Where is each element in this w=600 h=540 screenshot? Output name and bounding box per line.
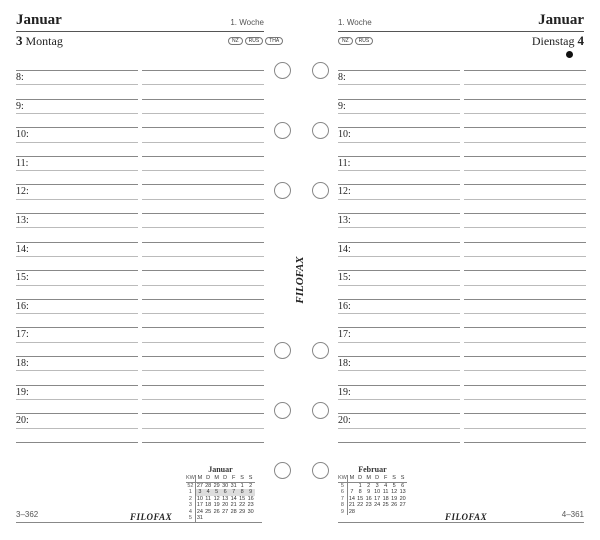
writing-line[interactable] [16,285,138,286]
writing-line[interactable] [16,385,138,386]
mini-calendar-day [246,515,255,522]
writing-line[interactable] [464,170,586,171]
writing-line[interactable] [464,184,586,185]
writing-line[interactable] [338,242,460,243]
mini-calendar-day: 9 [367,489,371,495]
mini-calendar-day: 28 [230,508,237,515]
writing-line[interactable] [142,213,264,214]
writing-line[interactable] [464,442,586,443]
mini-calendar-day [229,515,238,522]
hour-label: 19: [16,386,29,398]
writing-line[interactable] [464,142,586,143]
mini-calendar-day [373,509,382,516]
mini-calendar-day: 6 [338,489,347,496]
mini-calendar-week [186,482,255,489]
hour-label: 8: [16,72,24,83]
writing-line[interactable] [142,70,264,71]
mini-calendar-day: 25 [382,502,389,508]
mini-calendar-day: 7 [229,489,238,496]
mini-calendar-table [186,475,255,522]
mini-calendar-day: 22 [357,502,364,508]
mini-calendar-day: 11 [382,489,389,495]
right-day-heading [532,33,584,49]
binder-hole [312,402,329,419]
mini-calendar-day: 17 [196,502,203,508]
mini-calendar-header: M [366,475,371,481]
writing-line[interactable] [338,342,460,343]
writing-line[interactable] [464,399,586,400]
mini-calendar-day: 3 [186,502,195,509]
mini-calendar-header: KW [338,475,347,481]
mini-calendar-day: 4 [186,509,195,516]
writing-line[interactable] [338,356,460,357]
hour-label: 10: [338,129,351,141]
mini-calendar-day: 15 [357,495,364,502]
writing-line[interactable] [464,84,586,85]
binder-hole [274,122,291,139]
binder-hole [274,62,291,79]
mini-calendar-day: 25 [205,508,212,515]
writing-line[interactable] [142,127,264,128]
writing-line[interactable] [464,199,586,200]
mini-calendar-day: 26 [391,502,398,508]
mini-calendar-day: 16 [247,495,254,502]
mini-calendar-day: 13 [399,489,406,495]
mini-calendar-day: 28 [205,482,212,489]
binder-hole [274,462,291,479]
hour-label: 14: [16,243,29,255]
binder-hole [312,342,329,359]
left-day-name: Montag [25,34,63,48]
writing-line[interactable] [16,356,138,357]
writing-line[interactable] [338,270,460,271]
writing-line[interactable] [16,342,138,343]
holiday-badge: NZ [228,37,243,45]
hour-label: 16: [338,300,351,312]
writing-line[interactable] [464,428,586,429]
hour-label: 15: [16,272,29,284]
writing-line[interactable] [338,99,460,100]
mini-calendar-day: 12 [213,495,220,502]
writing-line[interactable] [16,227,138,228]
mini-calendar-day: 2 [249,482,253,489]
mini-calendar-day: 5 [212,489,221,496]
writing-line[interactable] [16,370,138,371]
writing-line[interactable] [464,227,586,228]
mini-calendar-day: 29 [239,508,246,515]
mini-calendar-day: 12 [391,489,398,495]
mini-calendar-day: 26 [213,508,220,515]
hour-label: 20: [338,415,351,427]
hour-label: 15: [338,272,351,284]
writing-line[interactable] [464,370,586,371]
writing-line[interactable] [16,70,138,71]
mini-calendar-title: Januar [208,465,233,474]
mini-calendar-day: 8 [358,489,362,495]
writing-line[interactable] [16,184,138,185]
left-holiday-badges [228,37,283,45]
mini-calendar-day: 27 [222,508,229,515]
hour-label: 11: [16,157,29,169]
writing-line[interactable] [338,385,460,386]
hour-label: 9: [16,100,24,112]
hour-label: 18: [338,358,351,369]
mini-calendar-day: 3 [195,489,204,496]
mini-calendar-day: 16 [365,495,372,502]
writing-line[interactable] [464,127,586,128]
mini-calendar-day [221,515,230,522]
hour-label: 11: [338,157,351,169]
right-holiday-badges [338,37,373,45]
hour-label: 13: [338,215,351,226]
mini-calendar-day: 52 [187,482,194,489]
mini-calendar-day [356,509,365,516]
hour-label: 18: [16,358,29,369]
writing-line[interactable] [142,156,264,157]
writing-line[interactable] [142,370,264,371]
writing-line[interactable] [142,313,264,314]
mini-calendar-day: 14 [230,495,237,502]
writing-line[interactable] [464,356,586,357]
writing-line[interactable] [142,142,264,143]
writing-line[interactable] [142,285,264,286]
writing-line[interactable] [338,428,460,429]
hour-label: 19: [338,386,351,398]
mini-calendar-day: 24 [196,508,203,515]
mini-calendar-day [390,509,399,516]
mini-calendar-day: 4 [384,482,388,489]
writing-line[interactable] [464,113,586,114]
binder-hole [312,122,329,139]
mini-calendar-day: 11 [205,495,211,502]
mini-calendar-day: 1 [186,489,195,496]
writing-line[interactable] [16,256,138,257]
mini-calendar-day: 29 [213,482,220,489]
writing-line[interactable] [16,428,138,429]
mini-calendar-header: S [398,475,407,482]
right-filofax-logo: FILOFAX [445,512,488,522]
mini-calendar-week [338,509,407,516]
hour-label: 8: [338,72,346,83]
writing-line[interactable] [16,270,138,271]
writing-line[interactable] [338,142,460,143]
mini-calendar-day: 10 [196,495,203,502]
hour-label: 17: [16,329,29,341]
writing-line[interactable] [142,256,264,257]
mini-calendar-day: 30 [247,508,254,515]
hour-label: 14: [338,243,351,255]
writing-line[interactable] [142,428,264,429]
binder-hole [274,182,291,199]
writing-line[interactable] [464,213,586,214]
hour-label: 20: [16,415,29,427]
mini-calendar-day: 3 [375,482,379,489]
mini-calendar-header: S [238,475,247,482]
right-footer-line [338,522,584,523]
hour-label: 12: [16,186,29,198]
mini-calendar-day: 15 [239,495,246,502]
writing-line[interactable] [142,199,264,200]
mini-calendar-week [338,482,407,489]
mini-calendar-day: 2 [367,482,371,489]
writing-line[interactable] [142,299,264,300]
right-month-title: Januar [538,12,584,28]
writing-line[interactable] [142,184,264,185]
holiday-badge: THA [265,37,283,45]
writing-line[interactable] [142,242,264,243]
mini-calendar-header: D [373,475,382,482]
mini-calendar-day: 27 [399,502,406,508]
mini-calendar-day: 19 [391,495,398,502]
mini-calendar-day [238,515,247,522]
mini-calendar-header: F [381,475,390,482]
writing-line[interactable] [464,385,586,386]
mini-calendar-table [338,475,407,515]
right-day-name: Dienstag [531,34,575,48]
writing-line[interactable] [16,313,138,314]
writing-line[interactable] [338,170,460,171]
mini-calendar-day: 18 [382,495,389,502]
writing-line[interactable] [338,256,460,257]
writing-line[interactable] [464,285,586,286]
writing-line[interactable] [142,113,264,114]
writing-line[interactable] [338,227,460,228]
writing-line[interactable] [142,342,264,343]
writing-line[interactable] [338,413,460,414]
left-header [16,12,264,32]
mini-calendar-day: 13 [222,495,229,502]
holiday-badge: RUS [355,37,374,45]
mini-calendar-day: 21 [348,502,355,508]
mini-calendar-header: S [390,475,399,482]
binder-hole [274,402,291,419]
hour-label: 12: [338,186,351,198]
writing-line[interactable] [16,299,138,300]
writing-line[interactable] [16,142,138,143]
mini-calendar-day: 9 [338,509,347,516]
writing-line[interactable] [464,242,586,243]
writing-line[interactable] [142,385,264,386]
writing-line[interactable] [338,370,460,371]
mini-calendar-day: 22 [239,502,246,508]
left-day-heading [16,33,63,49]
hour-label: 10: [16,129,29,141]
binder-hole [312,182,329,199]
writing-line[interactable] [464,256,586,257]
mini-calendar-header: F [229,475,238,482]
mini-calendar-header: S [246,475,255,482]
writing-line[interactable] [16,127,138,128]
writing-line[interactable] [142,170,264,171]
writing-line[interactable] [338,156,460,157]
mini-calendar-day: 7 [350,489,354,495]
writing-line[interactable] [16,156,138,157]
mini-calendar-day: 1 [358,482,362,489]
writing-line[interactable] [16,442,138,443]
right-mini-calendar [338,465,407,515]
mini-calendar-day: 6 [401,482,405,489]
writing-line[interactable] [142,84,264,85]
mini-calendar-day: 30 [222,482,229,489]
writing-line[interactable] [142,99,264,100]
hour-label: 17: [338,329,351,341]
writing-line[interactable] [464,413,586,414]
writing-line[interactable] [142,327,264,328]
left-page-number: 3–362 [16,510,39,519]
writing-line[interactable] [16,170,138,171]
mini-calendar-day: 4 [204,489,213,496]
right-page-number: 4–361 [561,510,584,519]
mini-calendar-day: 20 [222,502,229,508]
mini-calendar-day [364,509,373,516]
mini-calendar-day: 5 [338,482,347,489]
writing-line[interactable] [338,399,460,400]
mini-calendar-day: 18 [205,502,212,508]
holiday-badge: NZ [338,37,353,45]
mini-calendar-day: 9 [246,489,255,496]
mini-calendar-day: 24 [374,502,381,508]
left-week-label: 1. Woche [230,18,264,27]
mini-calendar-day: 2 [186,496,195,503]
mini-calendar-header: D [356,475,365,482]
mini-calendar-day [381,509,390,516]
writing-line[interactable] [464,156,586,157]
mini-calendar-header: M [195,475,204,482]
writing-line[interactable] [338,442,460,443]
mini-calendar-day: 23 [365,502,372,508]
right-week-label: 1. Woche [338,18,372,27]
mini-calendar-day [398,509,407,516]
left-mini-calendar [186,465,255,522]
mini-calendar-day: 31 [196,515,203,521]
writing-line[interactable] [464,70,586,71]
mini-calendar-header: M [214,475,219,481]
hour-label: 13: [16,215,29,226]
hour-label: 16: [16,300,29,312]
mini-calendar-day: 28 [348,508,355,515]
writing-line[interactable] [464,270,586,271]
mini-calendar-day: 14 [348,495,355,502]
mini-calendar-header: KW [186,475,195,481]
mini-calendar-day: 5 [392,482,396,489]
left-footer-line [16,522,262,523]
mini-calendar-day [212,515,221,522]
mini-calendar-header: D [221,475,230,482]
writing-line[interactable] [16,399,138,400]
writing-line[interactable] [338,199,460,200]
right-header [338,12,584,32]
new-moon-dot [566,51,573,58]
mini-calendar-day: 31 [230,482,237,489]
writing-line[interactable] [338,213,460,214]
left-filofax-logo: FILOFAX [130,512,173,522]
writing-line[interactable] [142,413,264,414]
writing-line[interactable] [142,442,264,443]
writing-line[interactable] [338,327,460,328]
writing-line[interactable] [338,184,460,185]
mini-calendar-day: 1 [240,482,244,489]
writing-line[interactable] [16,413,138,414]
left-day-number: 3 [16,33,23,48]
mini-calendar-day: 21 [230,502,237,508]
holiday-badge: RUS [245,37,264,45]
mini-calendar-day: 5 [186,515,195,522]
mini-calendar-day: 23 [247,502,254,508]
writing-line[interactable] [16,199,138,200]
writing-line[interactable] [464,99,586,100]
writing-line[interactable] [142,356,264,357]
writing-line[interactable] [142,270,264,271]
writing-line[interactable] [16,99,138,100]
writing-line[interactable] [338,285,460,286]
writing-line[interactable] [338,127,460,128]
mini-calendar-day: 27 [196,482,203,489]
writing-line[interactable] [464,299,586,300]
hour-label: 9: [338,100,346,112]
spine-filofax-logo: FILOFAX [294,256,306,304]
writing-line[interactable] [338,313,460,314]
mini-calendar-day: 8 [238,489,247,496]
mini-calendar-day: 19 [213,502,220,508]
right-day-number: 4 [577,33,584,48]
left-month-title: Januar [16,12,62,28]
writing-line[interactable] [464,342,586,343]
right-page [300,0,600,540]
mini-calendar-header: M [347,475,356,482]
mini-calendar-title: Februar [358,465,387,474]
binder-hole [312,62,329,79]
mini-calendar-day: 20 [399,495,406,502]
mini-calendar-day [204,515,213,522]
writing-line[interactable] [16,242,138,243]
writing-line[interactable] [142,399,264,400]
writing-line[interactable] [338,70,460,71]
writing-line[interactable] [142,227,264,228]
writing-line[interactable] [16,84,138,85]
writing-line[interactable] [16,113,138,114]
mini-calendar-week [186,515,255,522]
mini-calendar-day: 17 [374,495,381,502]
writing-line[interactable] [338,113,460,114]
writing-line[interactable] [464,313,586,314]
mini-calendar-day [347,482,356,489]
writing-line[interactable] [16,327,138,328]
binder-hole [312,462,329,479]
binder-hole [274,342,291,359]
mini-calendar-day: 6 [221,489,230,496]
writing-line[interactable] [464,327,586,328]
mini-calendar-day: 8 [338,502,347,509]
mini-calendar-day: 10 [374,489,381,495]
writing-line[interactable] [338,299,460,300]
writing-line[interactable] [16,213,138,214]
mini-calendar-day: 7 [338,496,347,503]
writing-line[interactable] [338,84,460,85]
mini-calendar-header: D [204,475,213,482]
